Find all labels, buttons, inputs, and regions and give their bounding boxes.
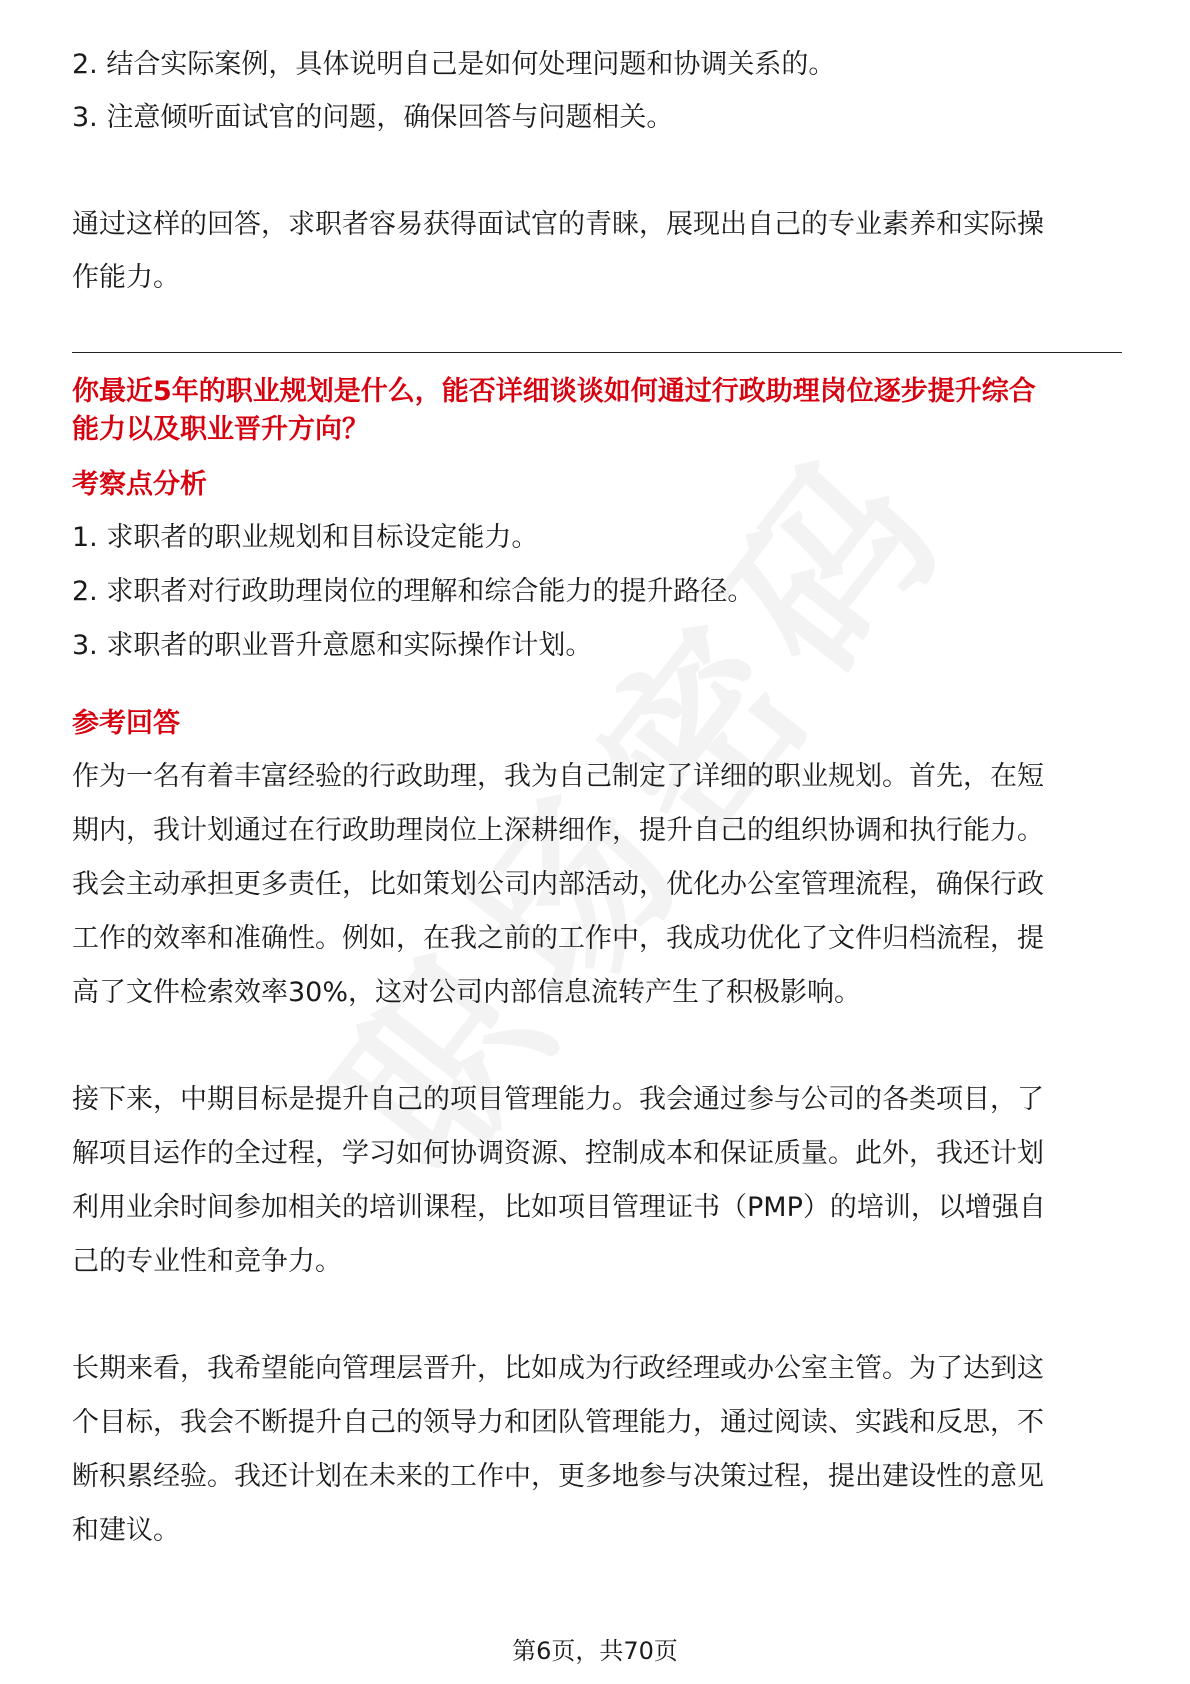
analysis-heading: 考察点分析 <box>72 469 207 500</box>
summary-line: 作能力。 <box>72 262 180 293</box>
paragraph-line: 解项目运作的全过程，学习如何协调资源、控制成本和保证质量。此外，我还计划 <box>72 1138 1044 1169</box>
paragraph-line: 己的专业性和竞争力。 <box>72 1246 342 1277</box>
list-item: 3. 求职者的职业晋升意愿和实际操作计划。 <box>72 630 593 661</box>
paragraph-line: 和建议。 <box>72 1515 180 1546</box>
paragraph-line: 我会主动承担更多责任，比如策划公司内部活动，优化办公室管理流程，确保行政 <box>72 869 1044 900</box>
paragraph-line: 期内，我计划通过在行政助理岗位上深耕细作，提升自己的组织协调和执行能力。 <box>72 815 1044 846</box>
paragraph-line: 断积累经验。我还计划在未来的工作中，更多地参与决策过程，提出建设性的意见 <box>72 1461 1044 1492</box>
list-item: 1. 求职者的职业规划和目标设定能力。 <box>72 522 539 553</box>
paragraph-line: 个目标，我会不断提升自己的领导力和团队管理能力，通过阅读、实践和反思，不 <box>72 1407 1044 1438</box>
paragraph-line: 作为一名有着丰富经验的行政助理，我为自己制定了详细的职业规划。首先，在短 <box>72 761 1044 792</box>
paragraph-line: 长期来看，我希望能向管理层晋升，比如成为行政经理或办公室主管。为了达到这 <box>72 1353 1044 1384</box>
list-item: 2. 结合实际案例，具体说明自己是如何处理问题和协调关系的。 <box>72 49 836 80</box>
question-title: 能力以及职业晋升方向？ <box>72 414 369 445</box>
summary-line: 通过这样的回答，求职者容易获得面试官的青睐，展现出自己的专业素养和实际操 <box>72 209 1044 240</box>
section-divider <box>72 352 1122 353</box>
list-item: 2. 求职者对行政助理岗位的理解和综合能力的提升路径。 <box>72 576 755 607</box>
question-title: 你最近5年的职业规划是什么，能否详细谈谈如何通过行政助理岗位逐步提升综合 <box>72 376 1036 407</box>
paragraph-line: 工作的效率和准确性。例如，在我之前的工作中，我成功优化了文件归档流程，提 <box>72 923 1044 954</box>
page-footer: 第6页，共70页 <box>512 1637 678 1665</box>
paragraph-line: 利用业余时间参加相关的培训课程，比如项目管理证书（PMP）的培训，以增强自 <box>72 1192 1046 1223</box>
paragraph-line: 高了文件检索效率30%，这对公司内部信息流转产生了积极影响。 <box>72 977 862 1008</box>
paragraph-line: 接下来，中期目标是提升自己的项目管理能力。我会通过参与公司的各类项目，了 <box>72 1084 1044 1115</box>
list-item: 3. 注意倾听面试官的问题，确保回答与问题相关。 <box>72 102 674 133</box>
answer-heading: 参考回答 <box>72 708 180 739</box>
